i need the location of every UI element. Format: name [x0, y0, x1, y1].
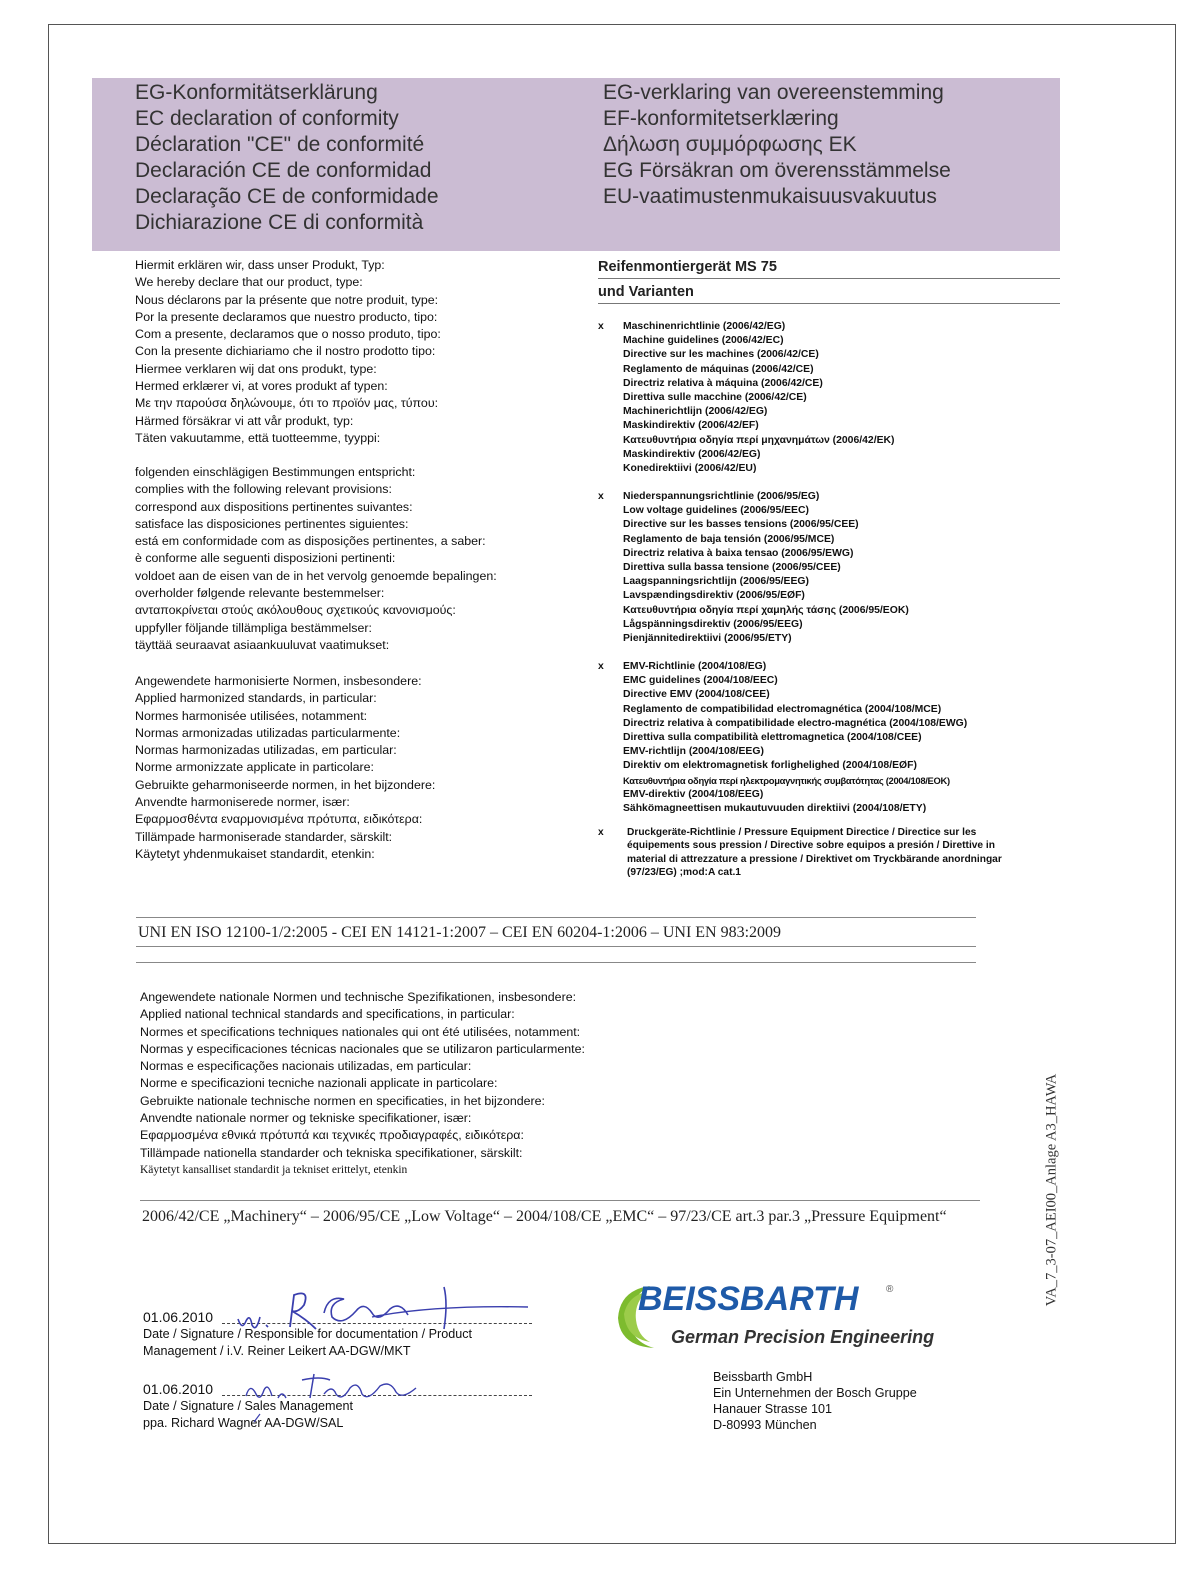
- directive-item: Reglamento de compatibilidad electromagnética (2004/108/MCE): [623, 703, 942, 715]
- address-line: Beissbarth GmbH: [713, 1370, 813, 1384]
- header-left-titles: [135, 80, 439, 236]
- pressure-directive-text: Druckgeräte-Richtlinie / Pressure Equipment Directice / Directice sur les équipements sous pression / Directive sobre equipos a presión / Direttive in material di attrezzature a pressione / Direktivet om Tryckbärande anordningar (97/23/EG) ;mod:A cat.1: [627, 827, 1002, 879]
- checkmark: x: [598, 827, 604, 838]
- directive-item: Κατευθυντήρια οδηγία περί χαμηλής τάσης (2006/95/ΕΟΚ): [623, 604, 909, 616]
- harmonized-line: Tillämpade harmoniserade standarder, särskilt:: [135, 829, 393, 844]
- address-line: Ein Unternehmen der Bosch Gruppe: [713, 1386, 917, 1400]
- directive-item: Directriz relativa à baixa tensao (2006/95/EWG): [623, 547, 854, 559]
- directive-item: Low voltage guidelines (2006/95/EEC): [623, 505, 809, 517]
- header-title: EU-vaatimustenmukaisuusvakuutus: [603, 185, 937, 208]
- divider: [140, 1200, 980, 1201]
- header-title: EC declaration of conformity: [135, 107, 399, 130]
- complies-line: täyttää seuraavat asiaankuuluvat vaatimukset:: [135, 637, 390, 652]
- declare-line: Härmed försäkrar vi att vår produkt, typ:: [135, 413, 354, 428]
- directive-item: Laagspanningsrichtlijn (2006/95/EEG): [623, 576, 809, 588]
- logo-wordmark: BEISSBARTH: [638, 1280, 859, 1318]
- declare-line: Com a presente, declaramos que o nosso produto, tipo:: [135, 327, 441, 342]
- directive-item: Konedirektiivi (2006/42/EU): [623, 463, 757, 475]
- directive-item: Directriz relativa à máquina (2006/42/CE): [623, 377, 823, 389]
- directive-item: EMV-direktiv (2004/108/EEG): [623, 788, 764, 800]
- complies-line: satisface las disposiciones pertinentes siguientes:: [135, 516, 409, 531]
- header-title: Δήλωση συμμόρφωσης ΕΚ: [603, 133, 857, 156]
- directive-item: Κατευθυντήρια οδηγία περί ηλεκτρομαγνητικής συμβατότητας (2004/108/ΕΟΚ): [623, 774, 950, 786]
- directive-item: Direttiva sulle macchine (2006/42/CE): [623, 392, 807, 404]
- header-title: EF-konformitetserklæring: [603, 107, 839, 130]
- handwritten-signature-2: [240, 1368, 440, 1424]
- declare-line: Täten vakuutamme, että tuotteemme, tyyppi:: [135, 430, 381, 445]
- divider: [136, 946, 976, 947]
- directive-item: Lavspændingsdirektiv (2006/95/EØF): [623, 590, 805, 602]
- directive-item: Pienjännitedirektiivi (2006/95/ETY): [623, 633, 792, 645]
- harmonized-line: Käytetyt yhdenmukaiset standardit, etenkin:: [135, 846, 375, 861]
- standards-line: UNI EN ISO 12100-1/2:2005 - CEI EN 14121-1:2007 – CEI EN 60204-1:2006 – UNI EN 983:2009: [138, 924, 782, 941]
- handwritten-signature-1: [232, 1283, 532, 1343]
- directive-item: EMV-richtlijn (2004/108/EEG): [623, 746, 764, 758]
- header-title: Dichiarazione CE di conformità: [135, 211, 424, 234]
- directive-item: Κατευθυντήρια οδηγία περί μηχανημάτων (2006/42/ΕΚ): [623, 434, 895, 446]
- declare-line: Hiermit erklären wir, dass unser Produkt, Typ:: [135, 258, 385, 272]
- complies-line: ανταποκρίνεται στούς ακόλουθους σχετικούς κανονισμούς:: [135, 603, 456, 618]
- directive-item: Sähkömagneettisen mukautuvuuden direktiivi (2004/108/ETY): [623, 803, 927, 815]
- directive-item: Directive EMV (2004/108/CEE): [623, 689, 770, 701]
- registered-mark: ®: [886, 1284, 894, 1295]
- header-title: EG-Konformitätserklärung: [135, 81, 378, 104]
- signature-role: Date / Signature / Responsible for documentation / Product Management / i.V. Reiner Leikert AA-DGW/MKT: [143, 1327, 473, 1358]
- harmonized-line: Angewendete harmonisierte Normen, insbesondere:: [135, 674, 422, 688]
- directive-item: Directive sur les basses tensions (2006/95/CEE): [623, 519, 859, 531]
- national-line: Normes et specifications techniques nationales qui ont été utilisées, notamment:: [140, 1024, 581, 1039]
- directive-item: Machinerichtlijn (2006/42/EG): [623, 406, 768, 418]
- declare-line: Con la presente dichiariamo che il nostro prodotto tipo:: [135, 344, 436, 359]
- declare-line: Por la presente declaramos que nuestro producto, tipo:: [135, 309, 438, 324]
- national-line: Normas y especificaciones técnicas nacionales que se utilizaron particularmente:: [140, 1041, 585, 1056]
- national-line: Applied national technical standards and specifications, in particular:: [140, 1007, 515, 1022]
- divider: [136, 962, 976, 963]
- directive-item: EMC guidelines (2004/108/EEC): [623, 675, 778, 687]
- product-name: Reifenmontiergerät MS 75: [598, 259, 777, 275]
- national-line: Anvendte nationale normer og tekniske specifikationer, især:: [140, 1111, 472, 1126]
- complies-block: [135, 464, 497, 654]
- declare-line: Hiermee verklaren wij dat ons produkt, type:: [135, 361, 377, 376]
- signature-date: 01.06.2010: [143, 1381, 214, 1397]
- header-title: EG Försäkran om överensstämmelse: [603, 159, 951, 182]
- directive-item: Reglamento de baja tensión (2006/95/MCE): [623, 533, 835, 545]
- directive-item: EMV-Richtlinie (2004/108/EG): [623, 661, 767, 672]
- address-line: D-80993 München: [713, 1418, 817, 1432]
- directive-item: Niederspannungsrichtlinie (2006/95/EG): [623, 491, 820, 502]
- directive-item: Machine guidelines (2006/42/EC): [623, 335, 784, 347]
- complies-line: está em conformidade com as disposições pertinentes, a saber:: [135, 534, 486, 549]
- checkmark: x: [598, 491, 604, 502]
- national-line: Tillämpade nationella standarder och tekniska specifikationer, särskilt:: [140, 1145, 523, 1160]
- complies-line: voldoet aan de eisen van de in het vervolg genoemde bepalingen:: [135, 568, 497, 583]
- harmonized-line: Anvendte harmoniserede normer, især:: [135, 795, 350, 810]
- directive-item: Maschinenrichtlinie (2006/42/EG): [623, 321, 786, 332]
- company-tagline: German Precision Engineering: [671, 1327, 935, 1347]
- divider: [136, 917, 976, 918]
- product-underline: [598, 278, 1060, 279]
- checkmark: x: [598, 321, 604, 332]
- harmonized-line: Norme armonizzate applicate in particolare:: [135, 760, 374, 775]
- directive-item: Direttiva sulla bassa tensione (2006/95/CEE): [623, 562, 841, 574]
- signature-role: ppa. Richard Wagner AA-DGW/SAL: [143, 1416, 344, 1430]
- variants-underline: [598, 303, 1060, 304]
- header-title: Déclaration "CE" de conformité: [135, 133, 425, 156]
- declare-line: Με την παρούσα δηλώνουμε, ότι το προϊόν μας, τύπου:: [135, 396, 439, 411]
- harmonized-line: Normas harmonizadas utilizadas, em particular:: [135, 743, 397, 758]
- directive-item: Direttiva sulla compatibilità elettromagnetica (2004/108/CEE): [623, 732, 922, 744]
- signature-date: 01.06.2010: [143, 1309, 214, 1325]
- harmonized-line: Normes harmonisée utilisées, notamment:: [135, 708, 368, 723]
- complies-line: uppfyller följande tillämpliga bestämmelser:: [135, 620, 372, 635]
- product-variants: und Varianten: [598, 284, 694, 300]
- checkmark: x: [598, 661, 604, 672]
- national-block: [140, 989, 585, 1179]
- complies-line: folgenden einschlägigen Bestimmungen entspricht:: [135, 465, 416, 479]
- harmonized-line: Normas armonizadas utilizadas particularmente:: [135, 725, 401, 740]
- document-code: VA_7_3-07_AEI00_Anlage A3_HAWA: [1043, 1073, 1060, 1307]
- declare-line: We hereby declare that our product, type:: [135, 275, 363, 290]
- directive-summary: 2006/42/CE „Machinery“ – 2006/95/CE „Low Voltage“ – 2004/108/CE „EMC“ – 97/23/CE art.3 par.3 „Pressure Equipment“: [142, 1208, 947, 1225]
- directive-item: Maskindirektiv (2006/42/EG): [623, 448, 761, 460]
- complies-line: è conforme alle seguenti disposizioni pertinenti:: [135, 551, 396, 566]
- declare-block: [135, 257, 441, 447]
- directive-item: Reglamento de máquinas (2006/42/CE): [623, 363, 814, 375]
- header-title: Declaración CE de conformidad: [135, 159, 432, 182]
- national-line: Norme e specificazioni tecniche nazionali applicate in particolare:: [140, 1076, 498, 1091]
- complies-line: correspond aux dispositions pertinentes suivantes:: [135, 499, 413, 514]
- complies-line: overholder følgende relevante bestemmelser:: [135, 586, 385, 601]
- company-address: [713, 1369, 917, 1433]
- header-right-titles: [603, 80, 951, 210]
- harmonized-block: [135, 673, 435, 863]
- declare-line: Hermed erklærer vi, at vores produkt af typen:: [135, 379, 388, 394]
- national-line: Käytetyt kansalliset standardit ja tekniset erittelyt, etenkin: [140, 1163, 408, 1176]
- declare-line: Nous déclarons par la présente que notre produit, type:: [135, 292, 439, 307]
- directive-item: Maskindirektiv (2006/42/EF): [623, 420, 759, 432]
- national-line: Angewendete nationale Normen und technische Spezifikationen, insbesondere:: [140, 990, 577, 1004]
- national-line: Gebruikte nationale technische normen en specificaties, in het bijzondere:: [140, 1093, 546, 1108]
- directive-item: Direktiv om elektromagnetisk forlighelighed (2004/108/EØF): [623, 760, 917, 772]
- complies-line: complies with the following relevant provisions:: [135, 482, 392, 497]
- directive-item: Directriz relativa à compatibilidade electro-magnética (2004/108/EWG): [623, 717, 968, 729]
- national-line: Normas e especificações nacionais utilizadas, em particular:: [140, 1059, 472, 1074]
- harmonized-line: Gebruikte geharmoniseerde normen, in het bijzondere:: [135, 777, 436, 792]
- header-title: EG-verklaring van overeenstemming: [603, 81, 944, 104]
- address-line: Hanauer Strasse 101: [713, 1402, 833, 1416]
- signature-role: Date / Signature / Sales Management: [143, 1399, 354, 1413]
- harmonized-line: Applied harmonized standards, in particular:: [135, 691, 377, 706]
- header-title: Declaração CE de conformidade: [135, 185, 439, 208]
- national-line: Εφαρμοσμένα εθνικά πρότυπά και τεχνικές προδιαγραφές, ειδικότερα:: [140, 1128, 524, 1143]
- directive-item: Lågspänningsdirektiv (2006/95/EEG): [623, 618, 803, 630]
- harmonized-line: Εφαρμοσθέντα εναρμονισμένα πρότυπα, ειδικότερα:: [135, 812, 423, 827]
- directive-item: Directive sur les machines (2006/42/CE): [623, 349, 819, 361]
